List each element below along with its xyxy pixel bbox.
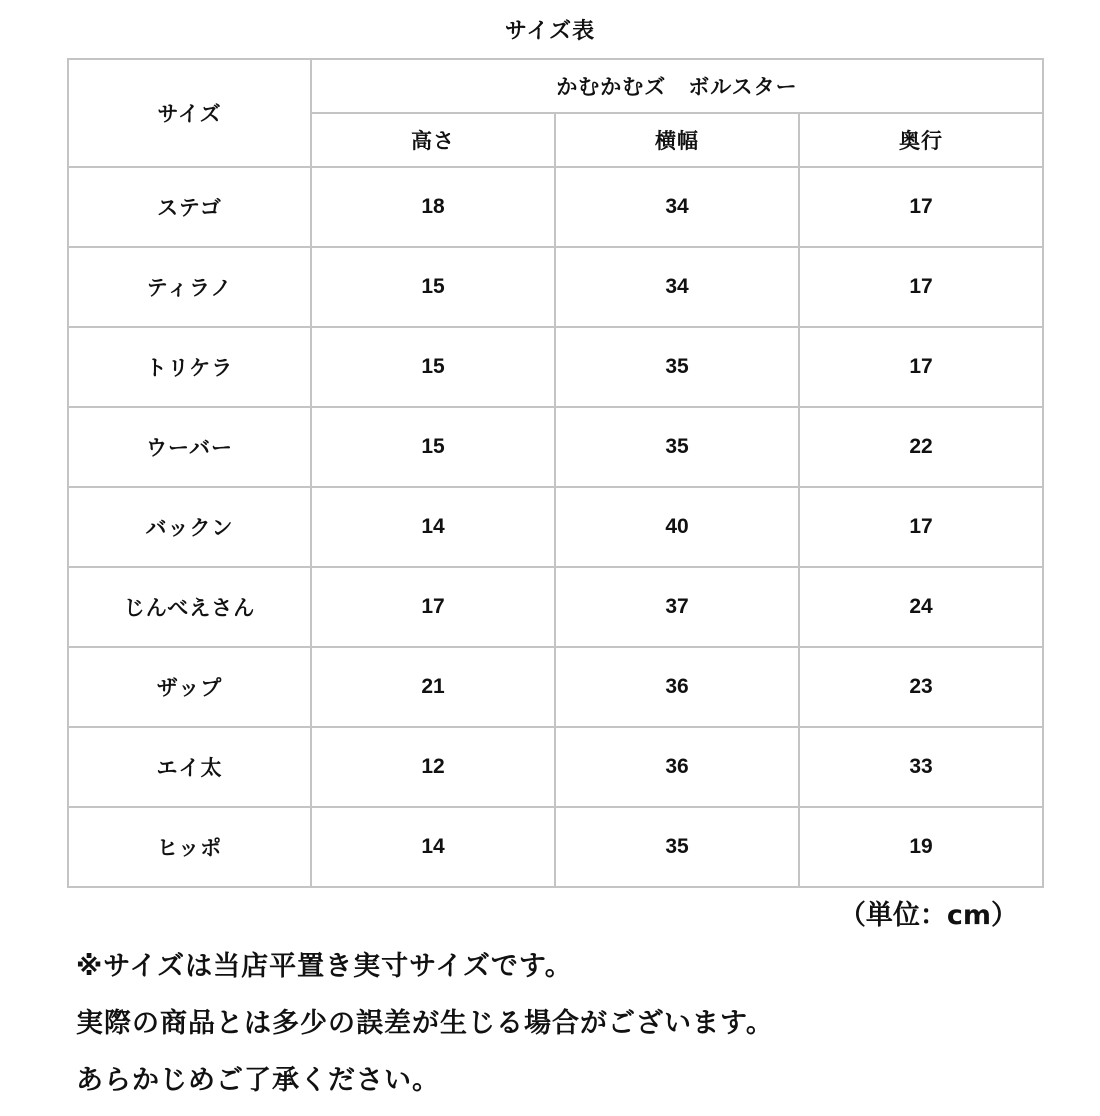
row-depth: 17 bbox=[799, 327, 1043, 407]
row-depth: 23 bbox=[799, 647, 1043, 727]
row-name: ヒッポ bbox=[68, 807, 311, 887]
row-height: 15 bbox=[311, 247, 555, 327]
row-width: 35 bbox=[555, 327, 799, 407]
row-depth: 19 bbox=[799, 807, 1043, 887]
row-name: ウーバー bbox=[68, 407, 311, 487]
product-name-header: かむかむズ ボルスター bbox=[311, 59, 1043, 113]
page-title: サイズ表 bbox=[504, 19, 596, 44]
row-depth: 33 bbox=[799, 727, 1043, 807]
row-width: 40 bbox=[555, 487, 799, 567]
row-depth: 24 bbox=[799, 567, 1043, 647]
row-height: 18 bbox=[311, 167, 555, 247]
note-line: あらかじめご了承ください。 bbox=[76, 1065, 440, 1096]
height-column-header: 高さ bbox=[311, 113, 555, 167]
table-row bbox=[68, 407, 1043, 487]
table-header-row bbox=[68, 59, 1043, 113]
row-height: 15 bbox=[311, 407, 555, 487]
row-width: 34 bbox=[555, 247, 799, 327]
row-name: トリケラ bbox=[68, 327, 311, 407]
row-height: 21 bbox=[311, 647, 555, 727]
table-row bbox=[68, 167, 1043, 247]
row-height: 15 bbox=[311, 327, 555, 407]
row-height: 14 bbox=[311, 487, 555, 567]
row-height: 12 bbox=[311, 727, 555, 807]
row-width: 37 bbox=[555, 567, 799, 647]
row-height: 14 bbox=[311, 807, 555, 887]
table-row bbox=[68, 567, 1043, 647]
row-name: ザップ bbox=[68, 647, 311, 727]
unit-label: （単位：cm） bbox=[838, 900, 1018, 931]
notes bbox=[76, 945, 1076, 1116]
row-width: 34 bbox=[555, 167, 799, 247]
row-height: 17 bbox=[311, 567, 555, 647]
width-column-header: 横幅 bbox=[555, 113, 799, 167]
note-line: 実際の商品とは多少の誤差が生じる場合がございます。 bbox=[76, 1008, 774, 1039]
row-name: エイ太 bbox=[68, 727, 311, 807]
row-depth: 17 bbox=[799, 167, 1043, 247]
row-name: じんべえさん bbox=[68, 567, 311, 647]
row-depth: 17 bbox=[799, 247, 1043, 327]
row-width: 35 bbox=[555, 407, 799, 487]
row-depth: 22 bbox=[799, 407, 1043, 487]
row-name: ステゴ bbox=[68, 167, 311, 247]
table-row bbox=[68, 487, 1043, 567]
size-table bbox=[67, 58, 1044, 888]
row-width: 36 bbox=[555, 647, 799, 727]
row-depth: 17 bbox=[799, 487, 1043, 567]
table-row bbox=[68, 327, 1043, 407]
table-row bbox=[68, 807, 1043, 887]
note-line: ※サイズは当店平置き実寸サイズです。 bbox=[76, 951, 573, 982]
row-name: ティラノ bbox=[68, 247, 311, 327]
table-row bbox=[68, 647, 1043, 727]
table-row bbox=[68, 727, 1043, 807]
row-name: バックン bbox=[68, 487, 311, 567]
size-column-header: サイズ bbox=[68, 59, 311, 167]
table-row bbox=[68, 247, 1043, 327]
depth-column-header: 奥行 bbox=[799, 113, 1043, 167]
row-width: 35 bbox=[555, 807, 799, 887]
row-width: 36 bbox=[555, 727, 799, 807]
